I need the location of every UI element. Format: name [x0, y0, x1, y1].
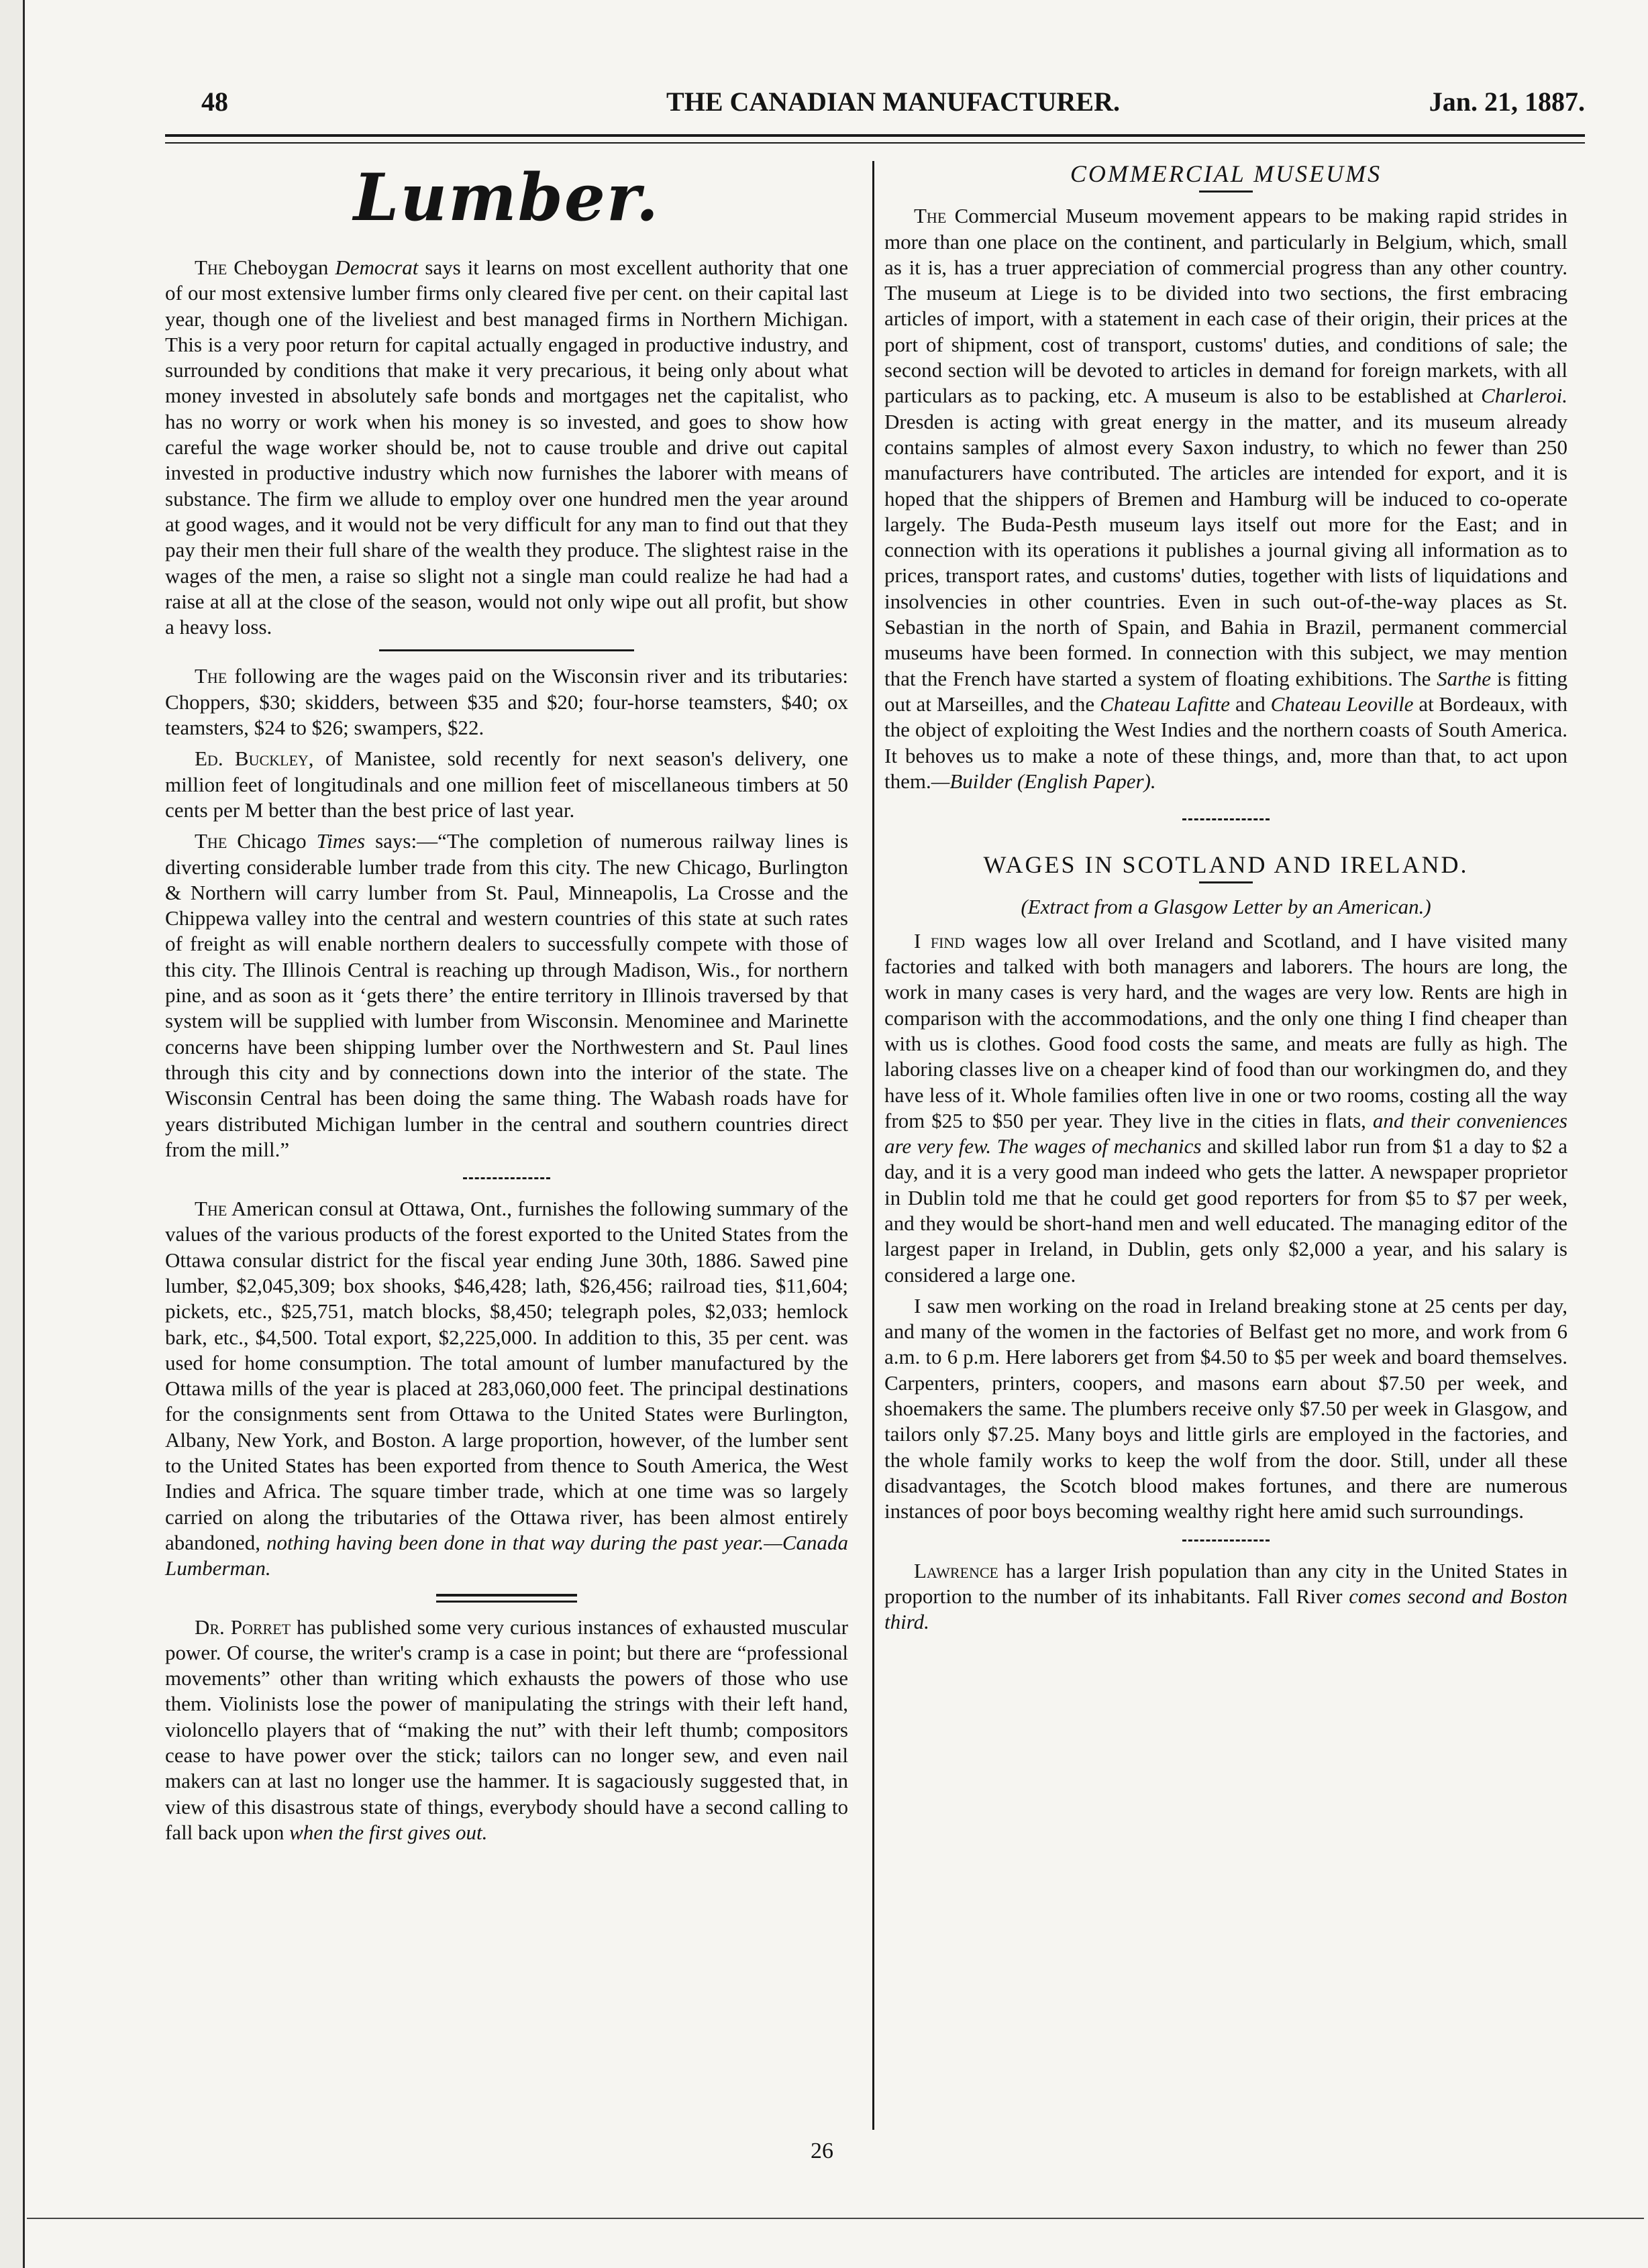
running-head: [201, 86, 1585, 119]
section-divider: [379, 649, 634, 651]
header-rule-top: [165, 134, 1585, 137]
paragraph-buckley: Ed. Buckley, of Manistee, sold recently for next season's delivery, one million feet of longitudinals and one million feet of miscellaneous timbers at 50 cents per M better than the best price of last year.: [165, 747, 849, 822]
folio-number: 26: [811, 2139, 833, 2163]
paragraph-porret: Dr. Porret has published some very curious instances of exhausted muscular power. Of course, the writer's cramp is a case in point; but there are “professional movements” other than writing which exhausts the powers of those who use them. Violinists lose the power of manipulating the strings with their left hand, violoncello players that of “making the nut” with their left thumb; compositors cease to have power over the stick; tailors can no longer sew, and even nail makers can at last no longer use the hammer. It is sagaciously suggested that, in view of this disastrous state of things, everybody should have a second calling to fall back upon when the first gives out.: [165, 1615, 848, 1844]
dashed-divider: [1182, 1540, 1270, 1544]
page-bottom-rule: [27, 2218, 1644, 2219]
paragraph-chicago-times: The Chicago Times says:—“The completion of numerous railway lines is diverting considerable lumber trade from this city. The new Chicago, Burlington & Northern will carry lumber from St. Paul, Minneapolis, La Crosse and the Chippewa valley into the central and western countries of this state at such rates of freight as will enable northern dealers to successfully compete with those of this city. The Illinois Central is reaching up through Madison, Wis., for northern pine, and as soon as it ‘gets there’ the entire territory in Illinois traversed by that system will be supplied with lumber from Wisconsin. Menominee and Marinette concerns have been shipping lumber over the Northwestern and St. Paul lines through this city and by connections down into the interior of the state. The Wisconsin Central has been doing the same thing. The Wabash roads have for years distributed Michigan lumber in the central and southern countries direct from the mill.”: [165, 829, 849, 1161]
lead-word: The: [195, 256, 227, 279]
dashed-divider: [463, 1177, 550, 1181]
scan-edge: [0, 0, 25, 2268]
lead-word: Ed. Buckley,: [195, 747, 314, 771]
page-number: 48: [201, 87, 228, 117]
newspaper-name: Times: [316, 829, 366, 853]
wages-subheading: (Extract from a Glasgow Letter by an American.): [1021, 895, 1431, 919]
header-rule-bottom: [165, 142, 1585, 144]
dashed-divider: [1182, 818, 1270, 822]
lead-word: The: [195, 1197, 227, 1221]
heading-rule: [1199, 191, 1253, 193]
lead-word: Dr. Porret: [195, 1615, 291, 1639]
section-title: Lumber.: [353, 160, 660, 235]
paragraph-wisconsin-wages: The following are the wages paid on the Wisconsin river and its tributaries: Choppers, $30; skidders, between $35 and $20; four-horse teamsters, $40; ox teamsters, $24 to $26; swampers, $22.: [165, 664, 848, 740]
paragraph-wages-1: I find wages low all over Ireland and Scotland, and I have visited many factories and talked with both managers and laborers. The hours are long, the work in many cases is very hard, and the wages are very low. Rents are high in comparison with the accommodations, and the only one thing I find cheaper than with us is clothes. Good food costs the same, and meats are fully as high. The laboring classes live on a cheaper kind of food than our workingmen do, and they have less of it. Whole families often live in one or two rooms, costing all the way from $25 to $50 per year. They live in the cities in flats, and their conveniences are very few. The wages of mechanics and skilled labor run from $1 a day to $2 a day, and it is a very good man indeed who gets the latter. A newspaper proprietor in Dublin told me that he could get good reporters for from $5 to $7 per week, and they would be short-hand men and well educated. The managing editor of the largest paper in Ireland, in Dublin, gets only $2,000 a year, and his salary is considered a large one.: [884, 928, 1568, 1287]
newspaper-name: Democrat: [335, 256, 419, 279]
double-divider: [436, 1601, 577, 1603]
lead-word: Lawrence: [914, 1558, 998, 1582]
lead-word: The: [195, 664, 227, 688]
lead-word: The: [914, 204, 947, 228]
paragraph-wages-2: I saw men working on the road in Ireland breaking stone at 25 cents per day, and many of the women in the factories of Belfast get no more, and work from 6 a.m. to 6 p.m. Here laborers get from $4.50 to $5 per week and board themselves. Carpenters, printers, coopers, and masons earn about $7.50 per week, and shoemakers the same. The plumbers receive only $7.50 per week in Glasgow, and tailors only $7.25. Many boys and little girls are employed in the factories, and the whole family works to keep the wolf from the door. Still, under all these disadvantages, the Scotch blood makes fortunes, and there are numerous instances of poor boys becoming wealthy right here amid such surroundings.: [884, 1293, 1567, 1523]
paragraph-museums: The Commercial Museum movement appears to be making rapid strides in more than one place on the continent, and particularly in Belgium, which, small as it is, has a truer appreciation of commercial progress than any other country. The museum at Liege is to be divided into two sections, the first embracing articles of import, with a statement in each case of their origin, their prices at the port of shipment, cost of transport, customs' duties, and conditions of sale; the second section will be devoted to articles in demand for foreign markets, with all particulars as to packing, etc. A museum is also to be established at Charleroi. Dresden is acting with great energy in the matter, and its museum already contains samples of almost every Saxon industry, to which no fewer than 250 manufacturers have contributed. The articles are intended for export, and it is hoped that the shippers of Bremen and Hamburg will be induced to co-operate largely. The Buda-Pesth museum lays itself out more for the East; and in connection with its operations it publishes a journal giving all information as to prices, transport rates, and customs' duties, together with lists of liquidations and insolvencies in other countries. Even in such out-of-the-way places as St. Sebastian in the north of Spain, and Bahia in Brazil, permanent commercial museums have been formed. In connection with this subject, we may mention that the French have started a system of floating exhibitions. The Sarthe is fitting out at Marseilles, and the Chateau Lafitte and Chateau Leoville at Bordeaux, with the object of exploiting the West Indies and the northern coasts of South America. It behoves us to make a note of these things, and, more than that, to act upon them.—Builder (English Paper).: [884, 204, 1567, 793]
source-credit: —Builder (English Paper).: [931, 769, 1156, 793]
right-column: [884, 161, 1567, 1640]
issue-date: Jan. 21, 1887.: [1429, 87, 1585, 117]
wages-heading: WAGES IN SCOTLAND AND IRELAND.: [983, 851, 1469, 879]
museums-heading: COMMERCIAL MUSEUMS: [1070, 160, 1382, 187]
journal-title: THE CANADIAN MANUFACTURER.: [666, 87, 1120, 117]
double-divider: [436, 1594, 577, 1597]
paragraph-lawrence: Lawrence has a larger Irish population than any city in the United States in proportion to the number of its inhabitants. Fall River comes second and Boston third.: [884, 1558, 1568, 1634]
paragraph-cheboygan: The Cheboygan Democrat says it learns on most excellent authority that one of our most extensive lumber firms only cleared five per cent. on their capital last year, though one of the liveliest and best managed firms in Northern Michigan. This is a very poor return for capital actually engaged in productive industry, and surrounded by conditions that make it very precarious, it being only about what money invested in absolutely safe bonds and mortgages net the capitalist, who has no worry or work when his money is so invested, and goes to show how careful the wage worker should be, not to cause trouble and drive out capital invested in productive industry which now furnishes the laborer with means of substance. The firm we allude to employ over one hundred men the year around at good wages, and it would not be very difficult for any man to find out that they pay their men their full share of the wealth they produce. The slightest raise in the wages of the men, a raise so slight not a single man could realize he had had a raise at all at the close of the season, would not only wipe out all profit, but show a heavy loss.: [165, 256, 848, 639]
left-column: [165, 161, 848, 1851]
heading-rule: [1199, 881, 1253, 883]
lead-word: I find: [914, 928, 966, 953]
column-divider: [872, 161, 874, 2130]
paragraph-ottawa-exports: The American consul at Ottawa, Ont., furnishes the following summary of the values of the various products of the forest exported to the United States from the Ottawa consular district for the fiscal year ending June 30th, 1886. Sawed pine lumber, $2,045,309; box shooks, $46,428; lath, $26,456; railroad ties, $11,604; pickets, etc., $25,751, match blocks, $8,450; telegraph poles, $2,033; hemlock bark, etc., $4,500. Total export, $2,225,000. In addition to this, 35 per cent. was used for home consumption. The total amount of lumber manufactured by the Ottawa mills of the year is placed at 283,060,000 feet. The principal destinations for the consignments sent from Ottawa to the United States were Burlington, Albany, New York, and Boston. A large proportion, however, of the lumber sent to the United States has been exported from thence to South America, the West Indies and Africa. The square timber trade, which at one time was so largely carried on along the tributaries of the Ottawa river, has been almost entirely abandoned, nothing having been done in that way during the past year.—Canada Lumberman.: [165, 1197, 848, 1580]
lead-word: The: [195, 829, 227, 853]
